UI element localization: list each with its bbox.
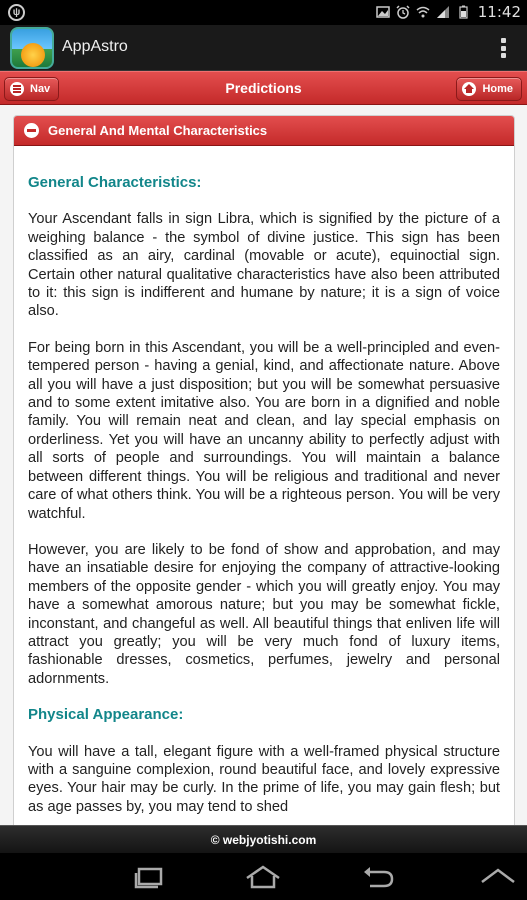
collapse-icon[interactable]	[478, 865, 518, 889]
clock: 11:42	[477, 3, 521, 21]
section-heading: Physical Appearance:	[28, 706, 184, 724]
wifi-icon	[416, 5, 430, 19]
overflow-menu-icon[interactable]	[501, 38, 507, 58]
toolbar	[0, 71, 527, 105]
signal-icon	[436, 5, 450, 19]
panel-body	[14, 146, 514, 816]
back-icon[interactable]	[356, 865, 396, 889]
page-title: Predictions	[225, 80, 302, 96]
recent-apps-icon[interactable]	[130, 865, 170, 889]
battery-icon	[456, 5, 470, 19]
home-icon	[462, 82, 476, 96]
nav-button-label: Nav	[30, 83, 51, 95]
collapse-minus-icon[interactable]	[24, 123, 39, 138]
panel-heading: General And Mental Characteristics	[48, 123, 268, 138]
content-area[interactable]	[0, 105, 527, 825]
section-heading: General Characteristics:	[28, 174, 202, 191]
home-button[interactable]	[456, 77, 522, 101]
system-nav-bar	[0, 853, 527, 900]
usb-debug-icon: ψ	[8, 4, 25, 21]
app-title: AppAstro	[62, 38, 128, 55]
image-icon	[376, 5, 390, 19]
status-bar	[0, 0, 527, 25]
paragraph: Your Ascendant falls in sign Libra, which is signified by the picture of a weighing balance - the symbol of divine justice. This sign has been classified as an airy, cardinal (movable or acute), equinoctial sign. Certain other natural qualitative characteristics have also been attributed to it: this sign is indifferent and humane by nature; it is a sign of voice also.	[28, 211, 500, 320]
paragraph: For being born in this Ascendant, you will be a well-principled and even-tempered person - having a genial, kind, and affectionate nature. Above all you will have a just disposition; but you will be somewhat persuasive and to some extent imitative also. You are born in a dignified and noble family. You will remain neat and clean, and lay special emphasis on orderliness. Yet you will have an uncanny ability to perfectly adjust with all sorts of people and surroundings. You will maintain a balance between different things. You will be religious and traditional and never care of what others think. You will be a righteous person. You will be very watchful.	[28, 339, 500, 522]
sun-logo-icon[interactable]	[10, 27, 54, 69]
app-bar	[0, 25, 527, 71]
paragraph: You will have a tall, elegant figure with a well-framed physical structure with a sanguine complexion, round beautiful face, and lovely expressive eyes. Your hair may be curly. In the prime of life, you may gain flesh; but as age passes by, you may tend to shed	[28, 743, 500, 815]
paragraph: However, you are likely to be fond of show and approbation, and may have an insatiable desire for enjoying the company of attractive-looking members of the opposite gender - which you will greatly enjoy. You may have a somewhat amorous nature; but you may be somewhat fickle, inconstant, and changeful as well. All beautiful things that enliven life will attract you greatly; you will be very much fond of luxury items, fashionable dresses, cosmetics, perfumes, jewelry and personal adornments.	[28, 541, 500, 687]
footer: © webjyotishi.com	[0, 825, 527, 853]
collapsible-panel	[13, 115, 515, 825]
panel-header[interactable]	[14, 116, 514, 146]
home-button-label: Home	[482, 83, 513, 95]
home-icon[interactable]	[243, 865, 283, 889]
alarm-icon	[396, 5, 410, 19]
